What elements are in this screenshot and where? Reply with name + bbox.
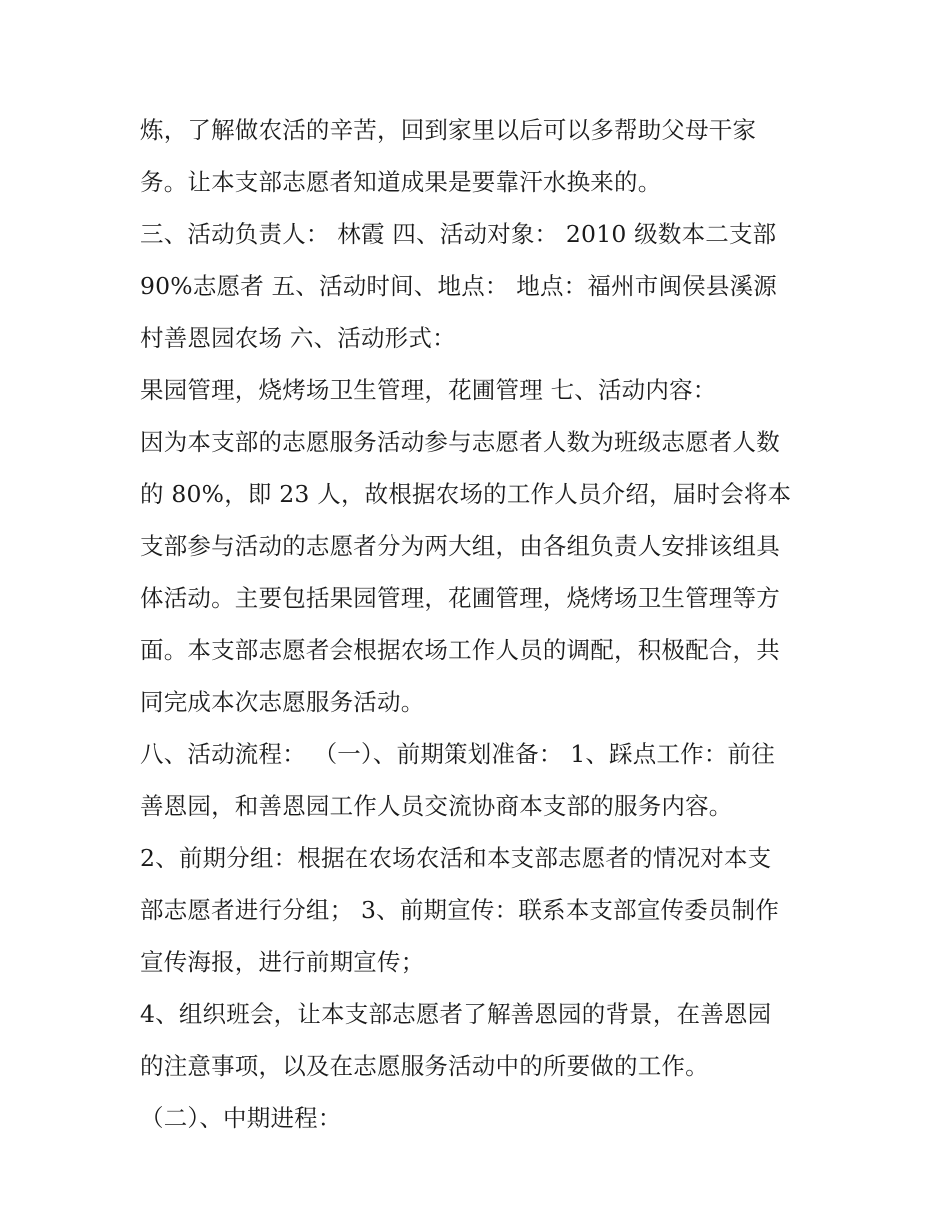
text-line: 的注意事项，以及在志愿服务活动中的所要做的工作。 [140,1052,709,1080]
text-line: 因为本支部的志愿服务活动参与志愿者人数为班级志愿者人数 [140,428,780,456]
text-line: 务。让本支部志愿者知道成果是要靠汗水换来的。 [140,168,662,196]
text-line: 体活动。主要包括果园管理，花圃管理，烧烤场卫生管理等方 [140,584,780,612]
text-line: 面。本支部志愿者会根据农场工作人员的调配，积极配合，共 [140,636,780,664]
text-line: 同完成本次志愿服务活动。 [140,688,425,716]
text-line: 的 80%，即 23 人，故根据农场的工作人员介绍，届时会将本 [140,480,792,508]
text-line: 八、活动流程： （一）、前期策划准备： 1、踩点工作：前往 [140,740,775,768]
text-line: （二）、中期进程： [140,1104,342,1132]
text-line: 90%志愿者 五、活动时间、地点： 地点：福州市闽侯县溪源 [140,272,777,300]
text-line: 善恩园，和善恩园工作人员交流协商本支部的服务内容。 [140,792,733,820]
text-line: 2、前期分组：根据在农场农活和本支部志愿者的情况对本支 [140,844,772,872]
text-line: 4、组织班会，让本支部志愿者了解善恩园的背景，在善恩园 [140,1000,772,1028]
text-line: 宣传海报，进行前期宣传； [140,948,425,976]
text-line: 部志愿者进行分组； 3、前期宣传：联系本支部宣传委员制作 [140,896,780,924]
text-line: 村善恩园农场 六、活动形式： [140,324,456,352]
text-line: 果园管理，烧烤场卫生管理，花圃管理 七、活动内容： [140,376,717,404]
body-text [140,104,820,1144]
text-line: 支部参与活动的志愿者分为两大组，由各组负责人安排该组具 [140,532,780,560]
text-line: 炼，了解做农活的辛苦，回到家里以后可以多帮助父母干家 [140,116,757,144]
text-line: 三、活动负责人： 林霞 四、活动对象： 2010 级数本二支部 [140,220,777,248]
